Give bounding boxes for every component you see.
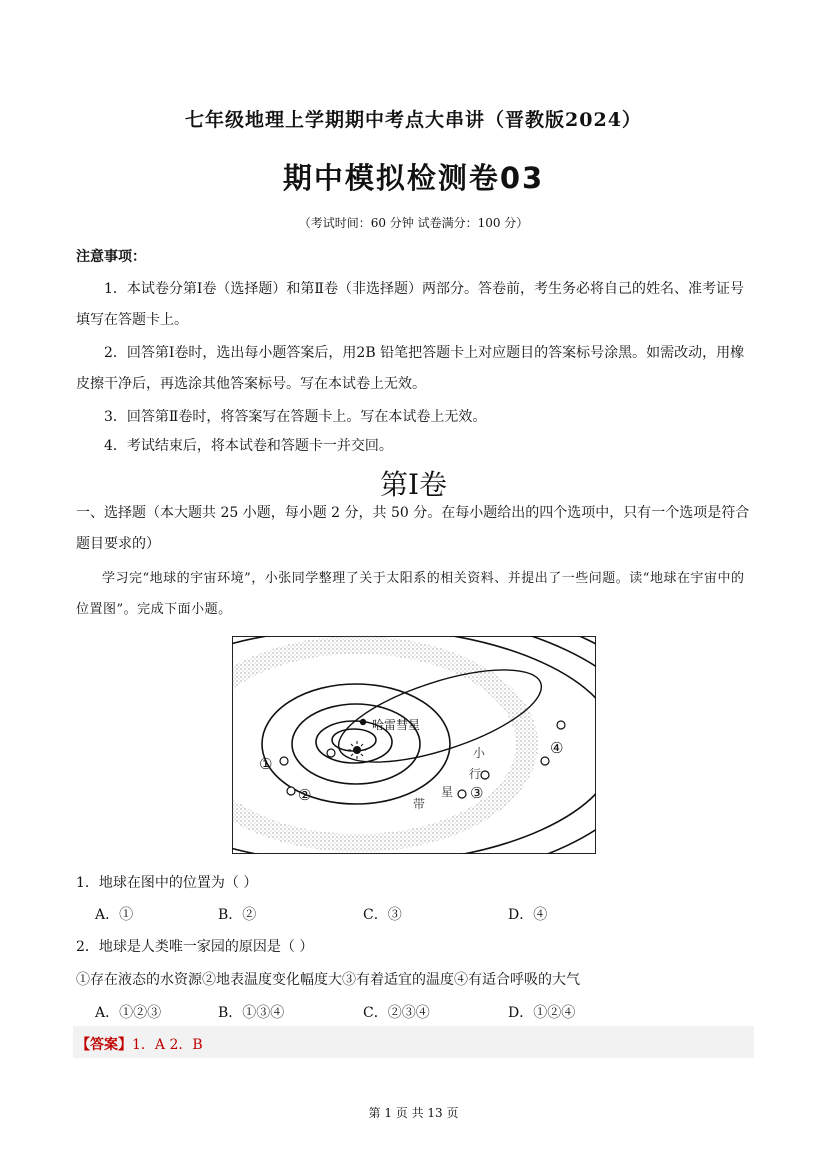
- notice-heading: 注意事项：: [76, 249, 146, 265]
- comet-label: 哈雷彗星: [372, 718, 421, 732]
- planet-dot: [280, 757, 288, 765]
- solar-system-figure: [232, 636, 596, 854]
- answer-label: 【答案】: [76, 1037, 132, 1053]
- planet-dot: [327, 749, 335, 757]
- exam-subtitle: （考试时间：60 分钟 试卷满分：100 分）: [298, 216, 529, 230]
- belt-label-3: 星: [441, 785, 454, 799]
- figure-frame: [233, 637, 596, 854]
- question-2-statement: ①存在液态的水资源②地表温度变化幅度大③有着适宜的温度④有适合呼吸的大气: [76, 972, 580, 988]
- q1-option-a: A．①: [95, 907, 134, 923]
- series-title: 七年级地理上学期期中考点大串讲（晋教版2024）: [185, 109, 642, 131]
- q2-option-c: C．②③④: [363, 1005, 430, 1021]
- page-footer: 第 1 页 共 13 页: [368, 1106, 459, 1120]
- answer-line: [76, 1034, 203, 1054]
- q1-option-d: D．④: [508, 907, 548, 923]
- notice-item-1: 1．本试卷分第Ⅰ卷（选择题）和第Ⅱ卷（非选择题）两部分。答卷前，考生务必将自己的姓名、准考证号填写在答题卡上。: [76, 281, 744, 328]
- q2-option-d: D．①②④: [508, 1005, 576, 1021]
- marker-3: ③: [470, 784, 484, 802]
- volume-heading: 第Ⅰ卷: [379, 468, 448, 501]
- q2-option-b: B．①③④: [218, 1005, 285, 1021]
- exam-title: 期中模拟检测卷03: [282, 161, 545, 195]
- marker-4: ④: [550, 739, 564, 757]
- q2-option-a: A．①②③: [95, 1005, 162, 1021]
- planet-dot: [287, 787, 295, 795]
- q1-option-c: C．③: [363, 907, 402, 923]
- q1-option-b: B．②: [218, 907, 257, 923]
- notice-item-3: 3．回答第Ⅱ卷时，将答案写在答题卡上。写在本试卷上无效。: [104, 409, 487, 425]
- planet-dot: [557, 721, 565, 729]
- question-1-stem: 1．地球在图中的位置为（ ）: [76, 875, 258, 891]
- comet-icon: [360, 719, 366, 725]
- notice-item-2: 2．回答第Ⅰ卷时，选出每小题答案后，用2B 铅笔把答题卡上对应题目的答案标号涂黑。如需改动，用橡皮擦干净后，再选涂其他答案标号。写在本试卷上无效。: [76, 345, 745, 392]
- section-text: 一、选择题（本大题共 25 小题，每小题 2 分，共 50 分。在每小题给出的四个选项中，只有一个选项是符合题目要求的）: [76, 505, 750, 552]
- answer-text: 1．A 2．B: [132, 1037, 203, 1053]
- marker-2: ②: [298, 786, 312, 804]
- reading-passage: 学习完“地球的宇宙环境”，小张同学整理了关于太阳系的相关资料、并提出了一些问题。读“地球在宇宙中的位置图”。完成下面小题。: [76, 571, 745, 617]
- marker-1: ①: [259, 755, 273, 773]
- sun-icon: [353, 746, 361, 754]
- belt-label-4: 带: [413, 797, 426, 811]
- section-heading: [76, 498, 756, 560]
- planet-dot: [541, 757, 549, 765]
- question-2-stem: 2．地球是人类唯一家园的原因是（ ）: [76, 939, 314, 955]
- notice-item-4: 4．考试结束后，将本试卷和答题卡一并交回。: [104, 438, 393, 454]
- planet-dot: [481, 771, 489, 779]
- belt-label-2: 行: [469, 767, 482, 781]
- belt-label-1: 小: [473, 746, 486, 760]
- planet-dot: [458, 790, 466, 798]
